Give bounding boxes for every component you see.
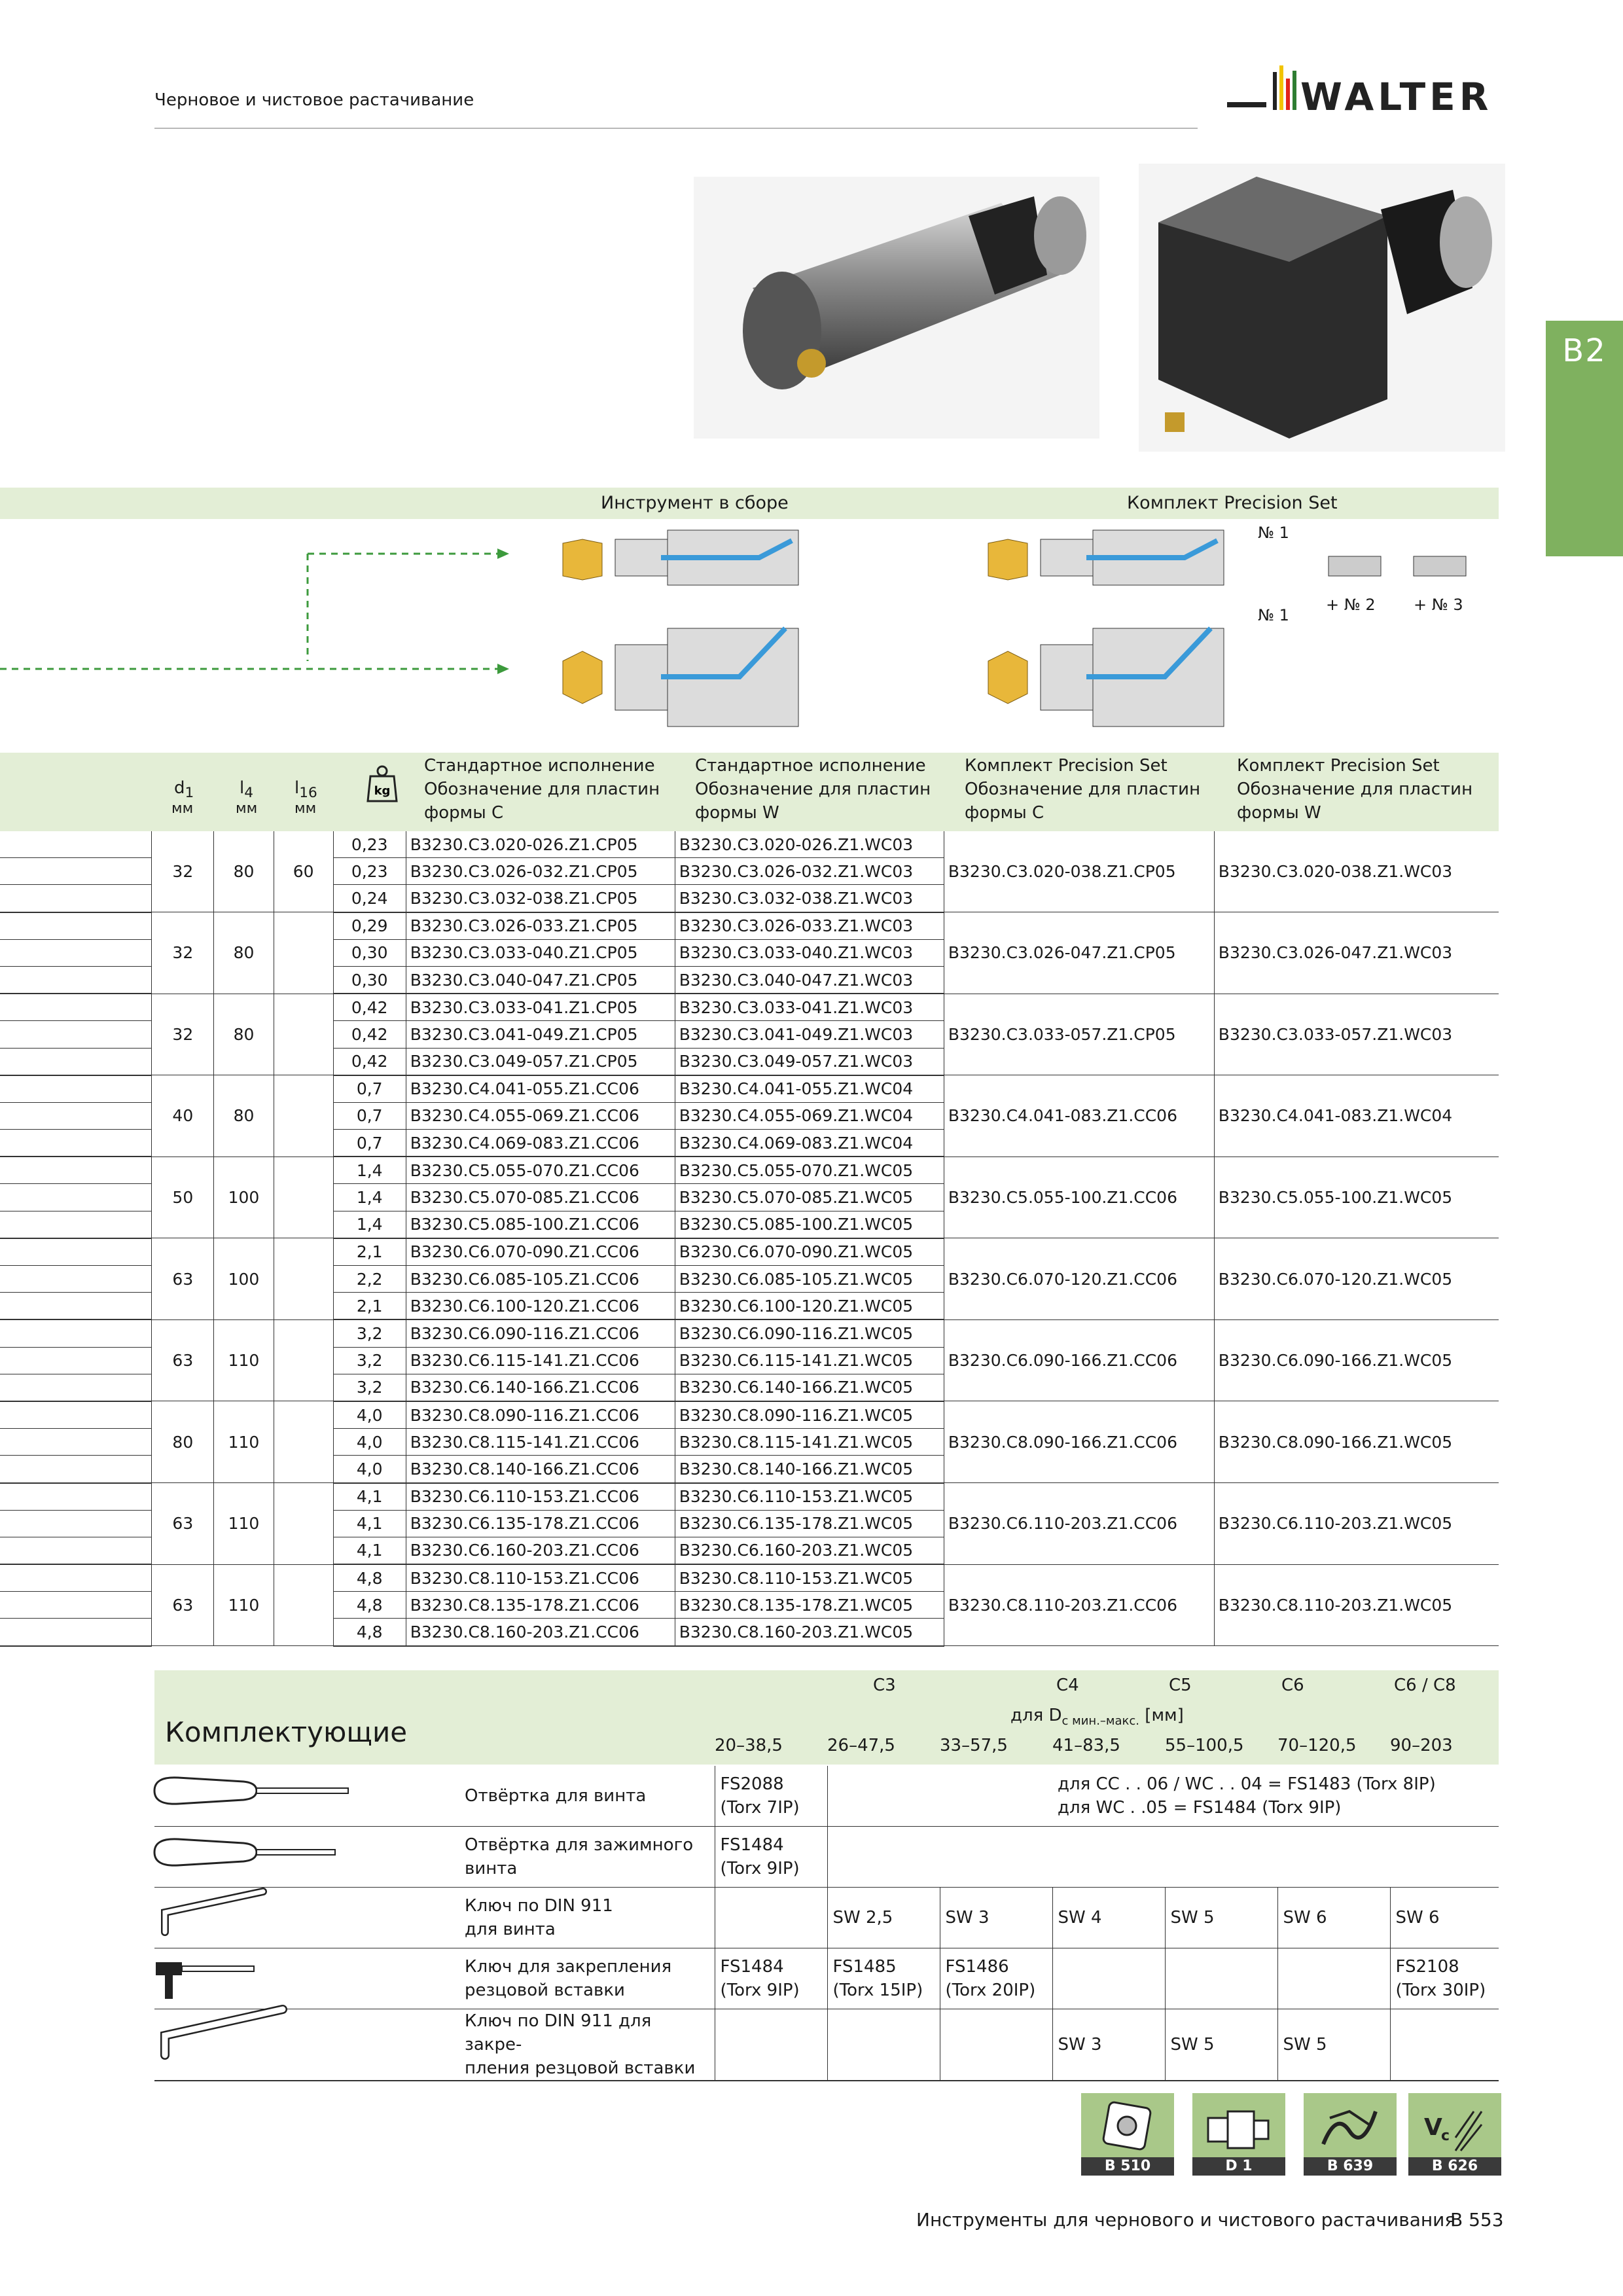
table-cell: B3230.C6.100-120.Z1.WC05 bbox=[675, 1293, 944, 1320]
boring-head-photo-round bbox=[694, 177, 1099, 439]
table-cell: B3230.C3.020-038.Z1.CP05 bbox=[944, 831, 1214, 912]
table-cell: B3230.C8.110-203.Z1.WC05 bbox=[1214, 1564, 1499, 1646]
table-cell: 4,0 bbox=[333, 1456, 406, 1483]
table-cell: 80 bbox=[214, 994, 274, 1075]
table-cell bbox=[0, 1619, 152, 1646]
table-cell bbox=[0, 1429, 152, 1456]
accessory-cell bbox=[1390, 2009, 1499, 2081]
svg-text:c: c bbox=[1441, 2128, 1450, 2144]
accessory-cell: SW 6 bbox=[1390, 1888, 1499, 1948]
table-cell bbox=[0, 1564, 152, 1592]
table-cell: 80 bbox=[214, 912, 274, 994]
accessory-cell bbox=[827, 1827, 1499, 1888]
boring-head-photo-square bbox=[1139, 164, 1505, 452]
table-cell: B3230.C3.026-033.Z1.WC03 bbox=[675, 912, 944, 940]
table-cell: B3230.C5.055-100.Z1.CC06 bbox=[944, 1157, 1214, 1238]
col-ps-w: Комплект Precision Set Обозначение для пластин формы W bbox=[1237, 756, 1473, 823]
svg-text:kg: kg bbox=[374, 784, 391, 798]
table-cell: 32 bbox=[152, 994, 214, 1075]
accessory-cell bbox=[715, 2009, 827, 2081]
table-cell: B3230.C6.090-116.Z1.WC05 bbox=[675, 1319, 944, 1347]
table-cell: B3230.C3.020-026.Z1.WC03 bbox=[675, 831, 944, 858]
accessory-cell: Отвёртка для винта bbox=[459, 1766, 715, 1827]
table-cell: 32 bbox=[152, 831, 214, 912]
table-cell: B3230.C3.033-057.Z1.CP05 bbox=[944, 994, 1214, 1075]
table-cell: 3,2 bbox=[333, 1347, 406, 1374]
table-cell bbox=[0, 1184, 152, 1211]
walter-logo bbox=[1227, 60, 1502, 139]
table-row bbox=[0, 1401, 1499, 1429]
table-cell: 50 bbox=[152, 1157, 214, 1238]
table-cell: 110 bbox=[214, 1564, 274, 1646]
dc-range: 20–38,5 bbox=[715, 1736, 783, 1755]
table-cell bbox=[0, 912, 152, 940]
size-c6: C6 bbox=[1281, 1676, 1304, 1695]
table-cell: B3230.C8.110-153.Z1.CC06 bbox=[406, 1564, 675, 1592]
accessory-cell bbox=[940, 2009, 1052, 2081]
accessory-cell: Отвёртка для зажимного винта bbox=[459, 1827, 715, 1888]
table-cell: 80 bbox=[152, 1401, 214, 1483]
table-cell: 0,29 bbox=[333, 912, 406, 940]
table-cell: B3230.C6.140-166.Z1.CC06 bbox=[406, 1374, 675, 1401]
dc-range: 41–83,5 bbox=[1052, 1736, 1120, 1755]
screwdriver-icon bbox=[152, 1771, 355, 1810]
table-cell bbox=[0, 1021, 152, 1048]
table-cell: B3230.C6.100-120.Z1.CC06 bbox=[406, 1293, 675, 1320]
table-cell bbox=[0, 1102, 152, 1129]
col-std-c: Стандартное исполнение Обозначение для пластин формы C bbox=[424, 756, 660, 823]
table-cell: 0,7 bbox=[333, 1075, 406, 1103]
table-cell: 1,4 bbox=[333, 1211, 406, 1238]
table-cell: B3230.C3.032-038.Z1.CP05 bbox=[406, 885, 675, 912]
accessory-cell: SW 3 bbox=[940, 1888, 1052, 1948]
table-cell: 0,23 bbox=[333, 831, 406, 858]
table-row bbox=[0, 1564, 1499, 1592]
table-cell: B3230.C6.110-203.Z1.WC05 bbox=[1214, 1483, 1499, 1565]
table-row bbox=[0, 1319, 1499, 1347]
precision-set-label: Комплект Precision Set bbox=[1127, 493, 1338, 513]
insert-icon bbox=[1094, 2098, 1160, 2159]
table-cell: B3230.C6.135-178.Z1.WC05 bbox=[675, 1510, 944, 1537]
ref-d1[interactable] bbox=[1192, 2093, 1285, 2176]
accessory-cell: SW 6 bbox=[1277, 1888, 1390, 1948]
accessory-cell: FS1485 (Torx 15IP) bbox=[827, 1948, 940, 2009]
hex-key-insert-icon bbox=[152, 2003, 296, 2062]
ref-b626-label: B 626 bbox=[1408, 2157, 1501, 2176]
diagram-label-n3: + № 3 bbox=[1414, 596, 1463, 614]
table-cell: 80 bbox=[214, 1075, 274, 1157]
table-cell bbox=[0, 994, 152, 1021]
table-cell: 32 bbox=[152, 912, 214, 994]
table-cell: 4,1 bbox=[333, 1483, 406, 1511]
table-cell: B3230.C6.115-141.Z1.CC06 bbox=[406, 1347, 675, 1374]
dc-range: 26–47,5 bbox=[827, 1736, 895, 1755]
chip-icon bbox=[1317, 2098, 1382, 2159]
accessory-cell: Ключ для закрепления резцовой вставки bbox=[459, 1948, 715, 2009]
table-cell: B3230.C6.085-105.Z1.CC06 bbox=[406, 1266, 675, 1293]
table-cell: B3230.C8.160-203.Z1.CC06 bbox=[406, 1619, 675, 1646]
table-cell: 0,30 bbox=[333, 966, 406, 994]
table-cell: 0,7 bbox=[333, 1102, 406, 1129]
table-cell: B3230.C4.041-083.Z1.WC04 bbox=[1214, 1075, 1499, 1157]
dc-range-label: для $D_{c мин.-макс.}$ [мм] bbox=[1010, 1706, 1184, 1729]
table-cell: 0,7 bbox=[333, 1130, 406, 1157]
table-cell bbox=[0, 1211, 152, 1238]
table-cell: 2,1 bbox=[333, 1293, 406, 1320]
accessory-cell bbox=[827, 1766, 1052, 1827]
accessory-cell: FS1486 (Torx 20IP) bbox=[940, 1948, 1052, 2009]
table-cell: B3230.C3.049-057.Z1.WC03 bbox=[675, 1048, 944, 1075]
table-cell: B3230.C3.033-040.Z1.CP05 bbox=[406, 939, 675, 966]
table-cell: 0,30 bbox=[333, 939, 406, 966]
accessory-cell bbox=[1277, 1948, 1390, 2009]
table-cell: B3230.C6.140-166.Z1.WC05 bbox=[675, 1374, 944, 1401]
table-cell bbox=[274, 1564, 333, 1646]
dc-range: 55–100,5 bbox=[1165, 1736, 1244, 1755]
table-row bbox=[0, 1483, 1499, 1511]
table-cell: 3,2 bbox=[333, 1319, 406, 1347]
table-cell: B3230.C3.020-026.Z1.CP05 bbox=[406, 831, 675, 858]
weight-icon bbox=[366, 764, 398, 804]
table-cell: 4,0 bbox=[333, 1401, 406, 1429]
table-cell bbox=[0, 1293, 152, 1320]
table-cell: B3230.C8.110-203.Z1.CC06 bbox=[944, 1564, 1214, 1646]
accessory-cell bbox=[1052, 1948, 1165, 2009]
table-cell: B3230.C3.040-047.Z1.CP05 bbox=[406, 966, 675, 994]
table-cell bbox=[0, 858, 152, 885]
accessory-cell: FS2108 (Torx 30IP) bbox=[1390, 1948, 1499, 2009]
table-cell: B3230.C8.115-141.Z1.CC06 bbox=[406, 1429, 675, 1456]
table-row bbox=[0, 1075, 1499, 1103]
t-handle-key-icon bbox=[152, 1949, 283, 2001]
col-d1: $d_1$ bbox=[174, 778, 194, 802]
table-cell: 4,8 bbox=[333, 1564, 406, 1592]
table-cell: B3230.C4.069-083.Z1.WC04 bbox=[675, 1130, 944, 1157]
table-cell: B3230.C3.026-047.Z1.WC03 bbox=[1214, 912, 1499, 994]
table-cell: B3230.C4.041-055.Z1.WC04 bbox=[675, 1075, 944, 1103]
table-cell: B3230.C8.135-178.Z1.CC06 bbox=[406, 1592, 675, 1619]
size-c5: C5 bbox=[1169, 1676, 1192, 1695]
section-tab[interactable] bbox=[1546, 321, 1623, 556]
table-cell: 4,1 bbox=[333, 1537, 406, 1564]
table-cell: B3230.C8.090-116.Z1.WC05 bbox=[675, 1401, 944, 1429]
table-cell bbox=[0, 831, 152, 858]
table-cell: B3230.C4.055-069.Z1.WC04 bbox=[675, 1102, 944, 1129]
table-cell: B3230.C5.070-085.Z1.CC06 bbox=[406, 1184, 675, 1211]
table-row bbox=[0, 1238, 1499, 1266]
table-cell bbox=[0, 966, 152, 994]
tool-diagrams bbox=[0, 524, 1499, 746]
table-cell: B3230.C3.041-049.Z1.WC03 bbox=[675, 1021, 944, 1048]
size-c4: C4 bbox=[1056, 1676, 1079, 1695]
table-cell: 110 bbox=[214, 1401, 274, 1483]
accessory-cell bbox=[1165, 1948, 1277, 2009]
table-cell bbox=[0, 1266, 152, 1293]
table-cell bbox=[0, 885, 152, 912]
table-cell: B3230.C4.041-083.Z1.CC06 bbox=[944, 1075, 1214, 1157]
table-cell: B3230.C3.033-057.Z1.WC03 bbox=[1214, 994, 1499, 1075]
accessory-cell: Ключ по DIN 911 для закре- пления резцовой вставки bbox=[459, 2009, 715, 2081]
footer-text: Инструменты для чернового и чистового растачивания bbox=[916, 2209, 1456, 2231]
table-cell: 1,4 bbox=[333, 1157, 406, 1184]
table-cell: 100 bbox=[214, 1157, 274, 1238]
col-ps-c: Комплект Precision Set Обозначение для пластин формы C bbox=[965, 756, 1201, 823]
table-cell bbox=[0, 1238, 152, 1266]
table-cell: B3230.C6.110-153.Z1.WC05 bbox=[675, 1483, 944, 1511]
accessory-row bbox=[154, 1948, 1499, 2009]
table-cell: B3230.C3.020-038.Z1.WC03 bbox=[1214, 831, 1499, 912]
ref-b510-label: B 510 bbox=[1081, 2157, 1174, 2176]
ref-b510[interactable] bbox=[1081, 2093, 1174, 2176]
table-cell: B3230.C5.055-070.Z1.WC05 bbox=[675, 1157, 944, 1184]
table-cell: 2,1 bbox=[333, 1238, 406, 1266]
table-row bbox=[0, 831, 1499, 858]
col-l16: $l_{16}$ bbox=[294, 778, 317, 802]
ref-b626[interactable] bbox=[1408, 2093, 1501, 2176]
table-cell: B3230.C8.090-166.Z1.CC06 bbox=[944, 1401, 1214, 1483]
accessory-cell: FS1484 (Torx 9IP) bbox=[715, 1948, 827, 2009]
table-cell: B3230.C6.070-090.Z1.WC05 bbox=[675, 1238, 944, 1266]
table-cell: B3230.C8.140-166.Z1.CC06 bbox=[406, 1456, 675, 1483]
table-cell bbox=[0, 1048, 152, 1075]
table-cell: B3230.C3.033-041.Z1.WC03 bbox=[675, 994, 944, 1021]
header-rule bbox=[154, 128, 1198, 129]
diagram-label-n1: № 1 bbox=[1258, 524, 1289, 542]
accessory-row bbox=[154, 1827, 1499, 1888]
accessory-cell: SW 2,5 bbox=[827, 1888, 940, 1948]
table-cell: B3230.C3.041-049.Z1.CP05 bbox=[406, 1021, 675, 1048]
table-cell: 1,4 bbox=[333, 1184, 406, 1211]
table-cell bbox=[0, 1130, 152, 1157]
col-l16-unit: мм bbox=[294, 800, 317, 817]
table-cell: 63 bbox=[152, 1319, 214, 1401]
section-tab-label: B2 bbox=[1562, 332, 1607, 369]
table-cell: B3230.C8.135-178.Z1.WC05 bbox=[675, 1592, 944, 1619]
table-cell: 2,2 bbox=[333, 1266, 406, 1293]
table-cell: B3230.C6.110-203.Z1.CC06 bbox=[944, 1483, 1214, 1565]
tool-holder-icon bbox=[1205, 2098, 1271, 2159]
accessory-cell: SW 4 bbox=[1052, 1888, 1165, 1948]
table-cell: 0,42 bbox=[333, 1021, 406, 1048]
accessory-cell bbox=[715, 1888, 827, 1948]
table-cell bbox=[274, 1238, 333, 1320]
table-cell: B3230.C3.026-032.Z1.CP05 bbox=[406, 858, 675, 885]
accessory-cell: FS2088 (Torx 7IP) bbox=[715, 1766, 827, 1827]
hex-key-icon bbox=[152, 1886, 283, 1939]
table-cell bbox=[274, 1075, 333, 1157]
table-cell bbox=[0, 1401, 152, 1429]
dc-range: 33–57,5 bbox=[940, 1736, 1008, 1755]
accessory-row bbox=[154, 1766, 1499, 1827]
table-cell: 100 bbox=[214, 1238, 274, 1320]
diagram-precision-1 bbox=[988, 530, 1466, 585]
dc-range: 70–120,5 bbox=[1277, 1736, 1357, 1755]
table-cell bbox=[0, 1319, 152, 1347]
table-cell: B3230.C3.033-041.Z1.CP05 bbox=[406, 994, 675, 1021]
accessory-cell: Ключ по DIN 911 для винта bbox=[459, 1888, 715, 1948]
table-cell bbox=[0, 1347, 152, 1374]
diagram-assembled-1 bbox=[563, 530, 798, 585]
ref-b639[interactable] bbox=[1304, 2093, 1397, 2176]
col-l4: $l_4$ bbox=[240, 778, 254, 802]
table-cell: B3230.C4.069-083.Z1.CC06 bbox=[406, 1130, 675, 1157]
accessory-cell bbox=[827, 2009, 940, 2081]
table-cell: B3230.C5.085-100.Z1.CC06 bbox=[406, 1211, 675, 1238]
table-cell: 40 bbox=[152, 1075, 214, 1157]
diagram-assembled-2 bbox=[563, 628, 798, 726]
accessories-table bbox=[154, 1766, 1499, 2081]
table-cell: B3230.C8.090-116.Z1.CC06 bbox=[406, 1401, 675, 1429]
table-cell bbox=[0, 1510, 152, 1537]
accessory-row bbox=[154, 2009, 1499, 2081]
table-cell: B3230.C3.033-040.Z1.WC03 bbox=[675, 939, 944, 966]
accessory-cell: SW 5 bbox=[1165, 2009, 1277, 2081]
accessory-cell: для CC . . 06 / WC . . 04 = FS1483 (Torx 8IP) для WC . .05 = FS1484 (Torx 9IP) bbox=[1052, 1766, 1499, 1827]
table-cell: B3230.C5.055-070.Z1.CC06 bbox=[406, 1157, 675, 1184]
diagram-label-n2: + № 2 bbox=[1326, 596, 1376, 614]
table-cell bbox=[274, 994, 333, 1075]
boring-head-table bbox=[0, 831, 1499, 1647]
table-cell: B3230.C8.110-153.Z1.WC05 bbox=[675, 1564, 944, 1592]
table-cell: B3230.C8.140-166.Z1.WC05 bbox=[675, 1456, 944, 1483]
table-cell: B3230.C6.090-166.Z1.WC05 bbox=[1214, 1319, 1499, 1401]
table-cell: 80 bbox=[214, 831, 274, 912]
table-cell: 3,2 bbox=[333, 1374, 406, 1401]
table-row bbox=[0, 1157, 1499, 1184]
table-cell: B3230.C6.135-178.Z1.CC06 bbox=[406, 1510, 675, 1537]
table-cell: B3230.C6.070-120.Z1.CC06 bbox=[944, 1238, 1214, 1320]
table-cell: B3230.C3.026-047.Z1.CP05 bbox=[944, 912, 1214, 994]
table-cell: B3230.C6.090-116.Z1.CC06 bbox=[406, 1319, 675, 1347]
table-cell: B3230.C4.055-069.Z1.CC06 bbox=[406, 1102, 675, 1129]
table-cell: B3230.C5.085-100.Z1.WC05 bbox=[675, 1211, 944, 1238]
table-cell: B3230.C8.160-203.Z1.WC05 bbox=[675, 1619, 944, 1646]
svg-text:WALTER: WALTER bbox=[1300, 75, 1493, 119]
table-cell: B3230.C6.115-141.Z1.WC05 bbox=[675, 1347, 944, 1374]
table-cell bbox=[0, 1374, 152, 1401]
cutting-speed-icon bbox=[1421, 2098, 1487, 2159]
table-cell: 0,42 bbox=[333, 994, 406, 1021]
table-cell bbox=[0, 1157, 152, 1184]
table-cell: 63 bbox=[152, 1483, 214, 1565]
size-c6-c8: C6 / C8 bbox=[1394, 1676, 1456, 1695]
col-std-w: Стандартное исполнение Обозначение для пластин формы W bbox=[695, 756, 931, 823]
table-cell: B3230.C8.090-166.Z1.WC05 bbox=[1214, 1401, 1499, 1483]
table-cell: B3230.C6.160-203.Z1.CC06 bbox=[406, 1537, 675, 1564]
page-number: B 553 bbox=[1450, 2209, 1504, 2231]
ref-d1-label: D 1 bbox=[1192, 2157, 1285, 2176]
screwdriver-clamp-icon bbox=[152, 1833, 355, 1872]
table-cell: B3230.C6.110-153.Z1.CC06 bbox=[406, 1483, 675, 1511]
table-cell: 63 bbox=[152, 1564, 214, 1646]
table-cell: B3230.C5.055-100.Z1.WC05 bbox=[1214, 1157, 1499, 1238]
table-cell bbox=[274, 1401, 333, 1483]
accessory-cell: FS1484 (Torx 9IP) bbox=[715, 1827, 827, 1888]
table-cell: 4,8 bbox=[333, 1592, 406, 1619]
table-cell: 0,42 bbox=[333, 1048, 406, 1075]
diagram-precision-2 bbox=[988, 628, 1224, 726]
table-cell: B3230.C6.085-105.Z1.WC05 bbox=[675, 1266, 944, 1293]
table-cell: 63 bbox=[152, 1238, 214, 1320]
table-cell bbox=[0, 1483, 152, 1511]
col-d1-unit: мм bbox=[171, 800, 194, 817]
table-cell: B3230.C4.041-055.Z1.CC06 bbox=[406, 1075, 675, 1103]
svg-text:V: V bbox=[1424, 2114, 1442, 2141]
table-row bbox=[0, 912, 1499, 940]
accessory-cell: SW 5 bbox=[1277, 2009, 1390, 2081]
table-cell: 110 bbox=[214, 1319, 274, 1401]
ref-b639-label: B 639 bbox=[1304, 2157, 1397, 2176]
table-cell bbox=[0, 1537, 152, 1564]
table-cell: B3230.C3.040-047.Z1.WC03 bbox=[675, 966, 944, 994]
table-cell: B3230.C5.070-085.Z1.WC05 bbox=[675, 1184, 944, 1211]
table-cell: 110 bbox=[214, 1483, 274, 1565]
table-cell: B3230.C3.026-033.Z1.CP05 bbox=[406, 912, 675, 940]
dc-range: 90–203 bbox=[1390, 1736, 1453, 1755]
table-cell bbox=[0, 1456, 152, 1483]
table-cell: B3230.C3.049-057.Z1.CP05 bbox=[406, 1048, 675, 1075]
table-cell: B3230.C6.090-166.Z1.CC06 bbox=[944, 1319, 1214, 1401]
section-title: Черновое и чистовое растачивание bbox=[154, 90, 474, 110]
table-cell: B3230.C6.070-120.Z1.WC05 bbox=[1214, 1238, 1499, 1320]
table-cell bbox=[0, 1592, 152, 1619]
table-cell bbox=[0, 1075, 152, 1103]
col-l4-unit: мм bbox=[236, 800, 258, 817]
table-cell bbox=[274, 912, 333, 994]
table-cell bbox=[0, 939, 152, 966]
table-cell: B3230.C6.070-090.Z1.CC06 bbox=[406, 1238, 675, 1266]
diagram-label-n1-b: № 1 bbox=[1258, 606, 1289, 624]
table-cell: 4,8 bbox=[333, 1619, 406, 1646]
accessories-title: Комплектующие bbox=[165, 1716, 408, 1748]
table-cell: 4,1 bbox=[333, 1510, 406, 1537]
table-cell bbox=[274, 1157, 333, 1238]
accessory-cell: SW 5 bbox=[1165, 1888, 1277, 1948]
accessory-row bbox=[154, 1888, 1499, 1948]
table-cell: B3230.C6.160-203.Z1.WC05 bbox=[675, 1537, 944, 1564]
table-cell: 0,24 bbox=[333, 885, 406, 912]
table-cell: B3230.C3.026-032.Z1.WC03 bbox=[675, 858, 944, 885]
table-cell: B3230.C8.115-141.Z1.WC05 bbox=[675, 1429, 944, 1456]
assembled-tool-label: Инструмент в сборе bbox=[601, 493, 789, 513]
table-row bbox=[0, 994, 1499, 1021]
table-cell: 4,0 bbox=[333, 1429, 406, 1456]
size-c3: C3 bbox=[873, 1676, 896, 1695]
table-cell: 0,23 bbox=[333, 858, 406, 885]
table-cell bbox=[274, 1483, 333, 1565]
table-cell: 60 bbox=[274, 831, 333, 912]
accessory-cell: SW 3 bbox=[1052, 2009, 1165, 2081]
table-cell bbox=[274, 1319, 333, 1401]
table-cell: B3230.C3.032-038.Z1.WC03 bbox=[675, 885, 944, 912]
